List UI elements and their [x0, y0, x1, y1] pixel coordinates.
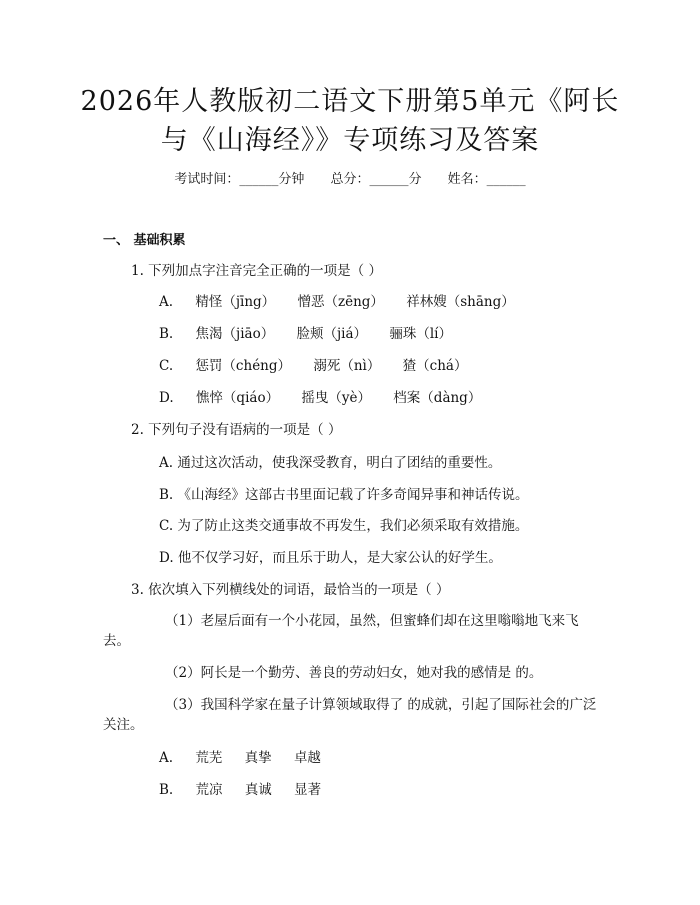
page-title-line-1: 2026年人教版初二语文下册第5单元《阿长: [80, 86, 620, 117]
question-3-sentence-2: （2）阿长是一个勤劳、善良的劳动妇女，她对我的感情是 的。: [165, 665, 543, 681]
question-2-option-d: D. 他不仅学习好，而且乐于助人，是大家公认的好学生。: [159, 550, 502, 566]
option-item: 卓越: [293, 750, 321, 766]
option-item: 骊珠（lí）: [389, 326, 452, 342]
question-3-sentence-3: （3）我国科学家在量子计算领域取得了 的成就，引起了国际社会的广泛: [165, 697, 597, 713]
option-item: 真挚: [244, 750, 272, 766]
exam-meta: [0, 168, 700, 187]
question-2-option-c: C. 为了防止这类交通事故不再发生，我们必须采取有效措施。: [159, 518, 529, 534]
exam-time-field: 考试时间：______分钟: [174, 172, 305, 187]
option-item: 摇曳（yè）: [301, 390, 371, 406]
option-label: A.: [159, 294, 174, 310]
question-1-option-d: [159, 389, 499, 407]
option-item: 溺死（nì）: [313, 358, 381, 374]
option-item: 惩罚（chéng）: [195, 358, 292, 374]
page-title-line-2: 与《山海经》》专项练习及答案: [160, 125, 540, 156]
option-item: 精怪（jīng）: [195, 294, 276, 310]
option-item: 真诚: [244, 782, 272, 798]
option-item: 显著: [294, 782, 322, 798]
question-3-option-a: [159, 749, 339, 767]
option-item: 憎恶（zēng）: [297, 294, 384, 310]
question-1-option-c: [159, 357, 485, 375]
option-label: C.: [159, 358, 174, 374]
option-item: 焦渴（jiāo）: [195, 326, 275, 342]
question-2-stem: 2. 下列句子没有语病的一项是（ ）: [131, 422, 342, 438]
question-2-option-a: A. 通过这次活动，使我深受教育，明白了团结的重要性。: [159, 455, 502, 471]
option-label: B.: [159, 782, 174, 798]
question-1-option-b: [159, 325, 470, 343]
option-item: 荒芜: [195, 750, 223, 766]
option-item: 祥林嫂（shāng）: [406, 294, 515, 310]
option-label: A.: [159, 750, 174, 766]
student-name-field: 姓名：______: [447, 172, 526, 187]
question-1-option-a: [159, 293, 533, 311]
question-3-sentence-1: （1）老屋后面有一个小花园，虽然，但蜜蜂们却在这里嗡嗡地飞来飞: [165, 613, 579, 629]
option-item: 猹（chá）: [402, 358, 468, 374]
question-1-stem: 1. 下列加点字注音完全正确的一项是（ ）: [131, 263, 382, 279]
option-item: 脸颊（jiá）: [296, 326, 368, 342]
question-3-stem: 3. 依次填入下列横线处的词语，最恰当的一项是（ ）: [131, 582, 450, 598]
section-heading-basics: 一、 基础积累: [103, 233, 186, 248]
option-label: D.: [159, 390, 174, 406]
question-3-sentence-3-cont: 关注。: [103, 717, 144, 733]
option-item: 荒凉: [195, 782, 223, 798]
option-label: B.: [159, 326, 174, 342]
option-item: 档案（dàng）: [393, 390, 482, 406]
question-3-option-b: [159, 781, 339, 799]
question-3-sentence-1-cont: 去。: [103, 633, 130, 649]
question-2-option-b: B. 《山海经》这部古书里面记载了许多奇闻异事和神话传说。: [159, 487, 529, 503]
total-score-field: 总分：______分: [330, 172, 422, 187]
option-item: 憔悴（qiáo）: [195, 390, 280, 406]
